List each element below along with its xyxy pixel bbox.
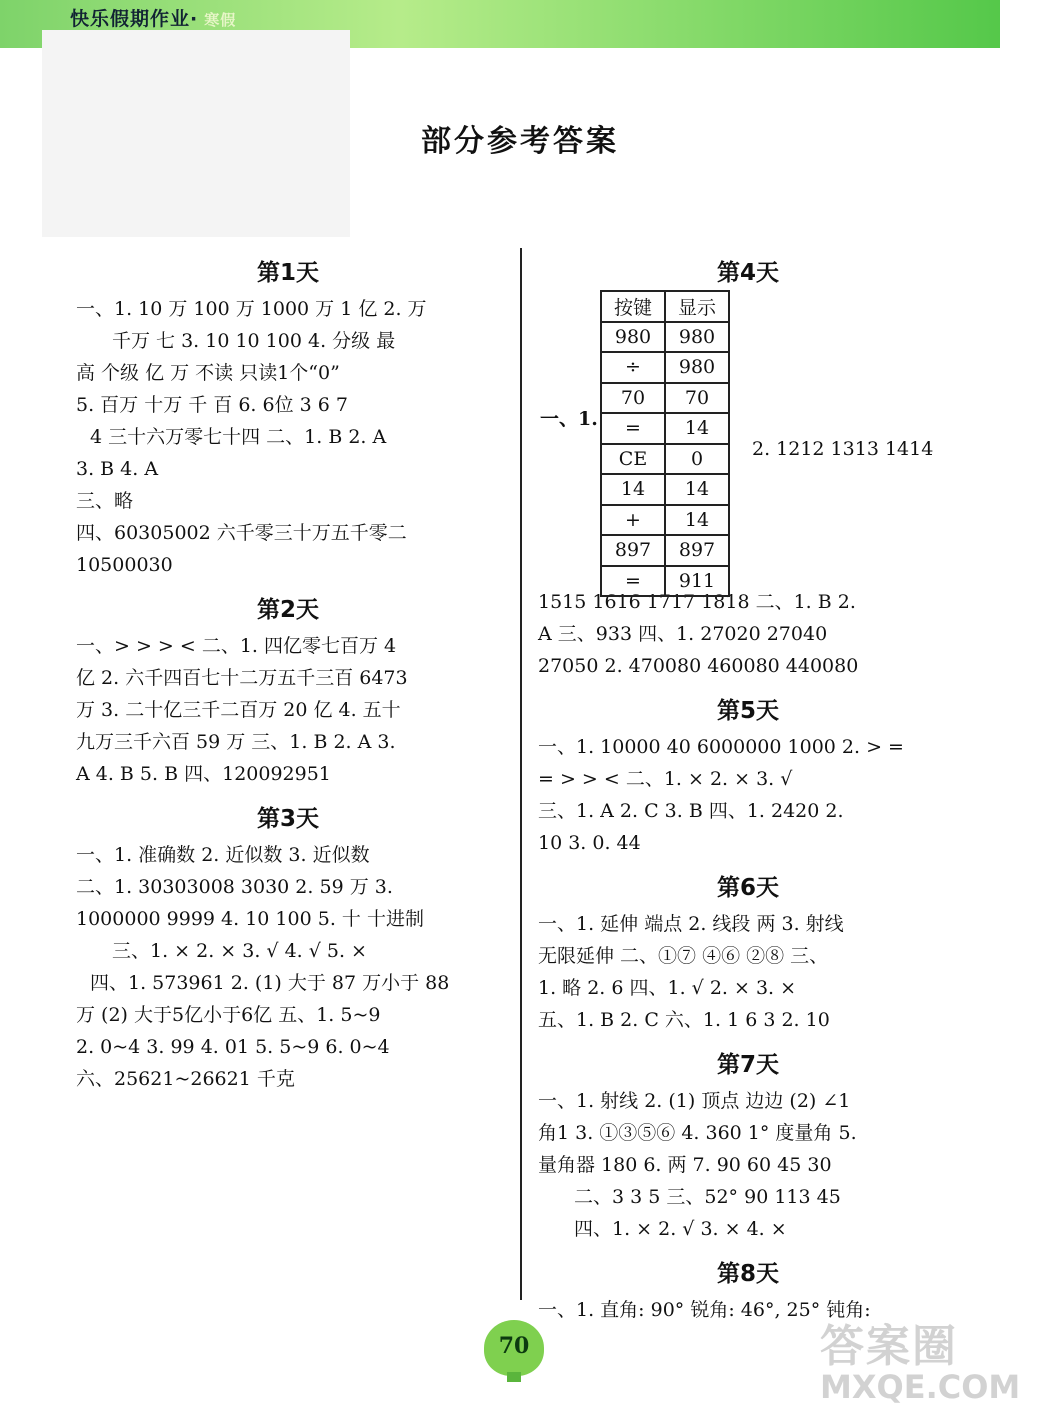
table-row [601,474,729,505]
table-row [601,535,729,566]
page-number-badge [484,1320,544,1376]
table-cell: 14 [665,413,729,444]
day7-line: 角1 3. ①③⑤⑥ 4. 360 1° 度量角 5. [538,1122,857,1144]
day1-line: 四、60305002 六千零三十万五千零二 [76,522,407,544]
table-cell: 911 [665,566,729,597]
day1-line: 千万 七 3. 10 10 100 4. 分级 最 [112,330,396,352]
day1-line: 三、略 [76,490,134,512]
day1-line: 5. 百万 十万 千 百 6. 6位 3 6 7 [76,394,348,416]
table-header-cell: 显示 [665,291,729,322]
table-cell: 14 [665,474,729,505]
day7-line: 四、1. × 2. √ 3. × 4. × [574,1218,787,1240]
table-cell: CE [601,444,665,475]
day6-line: 五、1. B 2. C 六、1. 1 6 3 2. 10 [538,1009,830,1031]
page-number: 70 [498,1333,530,1359]
day3-line: 六、25621~26621 千克 [76,1068,295,1090]
table-cell: = [601,566,665,597]
day8-line: 一、1. 直角: 90° 锐角: 46°, 25° 钝角: [538,1299,871,1321]
left-column [76,250,500,1095]
day1-line: 一、1. 10 万 100 万 1000 万 1 亿 2. 万 [76,298,427,320]
day1-line: 10500030 [76,554,173,576]
day2-line: 万 3. 二十亿三千二百万 20 亿 4. 五十 [76,699,401,721]
table-row [601,383,729,414]
header-label-text: 快乐假期作业· [70,8,199,30]
right-column [538,250,958,1326]
table-row [601,566,729,597]
day1-line: 4 三十六万零七十四 二、1. B 2. A [90,426,387,448]
day3-line: 一、1. 准确数 2. 近似数 3. 近似数 [76,844,370,866]
day3-line: 三、1. × 2. × 3. √ 4. √ 5. × [112,940,367,962]
day5-line: = > > < 二、1. × 2. × 3. √ [538,768,793,790]
day4-q2: 2. 1212 1313 1414 [752,438,934,460]
table-cell: 897 [601,535,665,566]
day2-line: 一、> > > < 二、1. 四亿零七百万 4 [76,635,397,657]
calculator-table [600,290,730,597]
watermark-line2: MXQE.COM [820,1368,1021,1406]
table-cell: 14 [665,505,729,536]
watermark-line1: 答案圈 [820,1321,958,1372]
day2-line: 亿 2. 六千四百七十二万五千三百 6473 [76,667,408,689]
table-cell: + [601,505,665,536]
day5-line: 一、1. 10000 40 6000000 1000 2. > = [538,736,904,758]
table-row [601,444,729,475]
day4-block [538,254,958,592]
day1-line: 3. B 4. A [76,458,159,480]
day5-line: 10 3. 0. 44 [538,832,641,854]
page-title: 部分参考答案 [421,124,619,159]
day4-line: 1515 1616 1717 1818 二、1. B 2. [538,591,856,613]
table-cell: 0 [665,444,729,475]
table-cell: 897 [665,535,729,566]
table-row [601,352,729,383]
day3-line: 四、1. 573961 2. (1) 大于 87 万小于 88 [90,972,450,994]
day4-line: 27050 2. 470080 460080 440080 [538,655,859,677]
day7-line: 一、1. 射线 2. (1) 顶点 边边 (2) ∠1 [538,1090,851,1112]
day4-heading: 第4天 [716,260,779,286]
day5-line: 三、1. A 2. C 3. B 四、1. 2420 2. [538,800,844,822]
day6-line: 1. 略 2. 6 四、1. √ 2. × 3. × [538,977,797,999]
header-label-sub: 寒假 [204,11,237,29]
table-cell: ÷ [601,352,665,383]
day4-q1-label: 一、1. [540,408,598,430]
day2-heading: 第2天 [256,597,319,623]
day1-line: 高 个级 亿 万 不读 只读1个“0” [76,362,340,384]
table-header-row [601,291,729,322]
table-header-cell: 按键 [601,291,665,322]
day6-heading: 第6天 [716,875,779,901]
day3-heading: 第3天 [256,806,319,832]
table-cell: = [601,413,665,444]
day7-line: 二、3 3 5 三、52° 90 113 45 [574,1186,841,1208]
table-row [601,322,729,353]
day3-line: 二、1. 30303008 3030 2. 59 万 3. [76,876,393,898]
table-cell: 14 [601,474,665,505]
day4-line: A 三、933 四、1. 27020 27040 [538,623,828,645]
day3-line: 1000000 9999 4. 10 100 5. 十 十进制 [76,908,424,930]
day7-heading: 第7天 [716,1052,779,1078]
table-cell: 980 [665,322,729,353]
day3-line: 2. 0~4 3. 99 4. 01 5. 5~9 6. 0~4 [76,1036,390,1058]
header-label [70,4,236,31]
day2-line: A 4. B 5. B 四、120092951 [76,763,331,785]
watermark [820,1310,1020,1406]
table-cell: 70 [665,383,729,414]
day8-heading: 第8天 [716,1261,779,1287]
day6-line: 无限延伸 二、①⑦ ④⑥ ②⑧ 三、 [538,945,829,967]
table-row [601,505,729,536]
column-divider [520,248,522,1300]
day5-heading: 第5天 [716,698,779,724]
table-cell: 70 [601,383,665,414]
day2-line: 九万三千六百 59 万 三、1. B 2. A 3. [76,731,396,753]
table-cell: 980 [665,352,729,383]
day7-line: 量角器 180 6. 两 7. 90 60 45 30 [538,1154,832,1176]
table-cell: 980 [601,322,665,353]
table-row [601,413,729,444]
day3-line: 万 (2) 大于5亿小于6亿 五、1. 5~9 [76,1004,381,1026]
day6-line: 一、1. 延伸 端点 2. 线段 两 3. 射线 [538,913,844,935]
badge-stem [507,1372,521,1382]
day1-heading: 第1天 [256,260,319,286]
